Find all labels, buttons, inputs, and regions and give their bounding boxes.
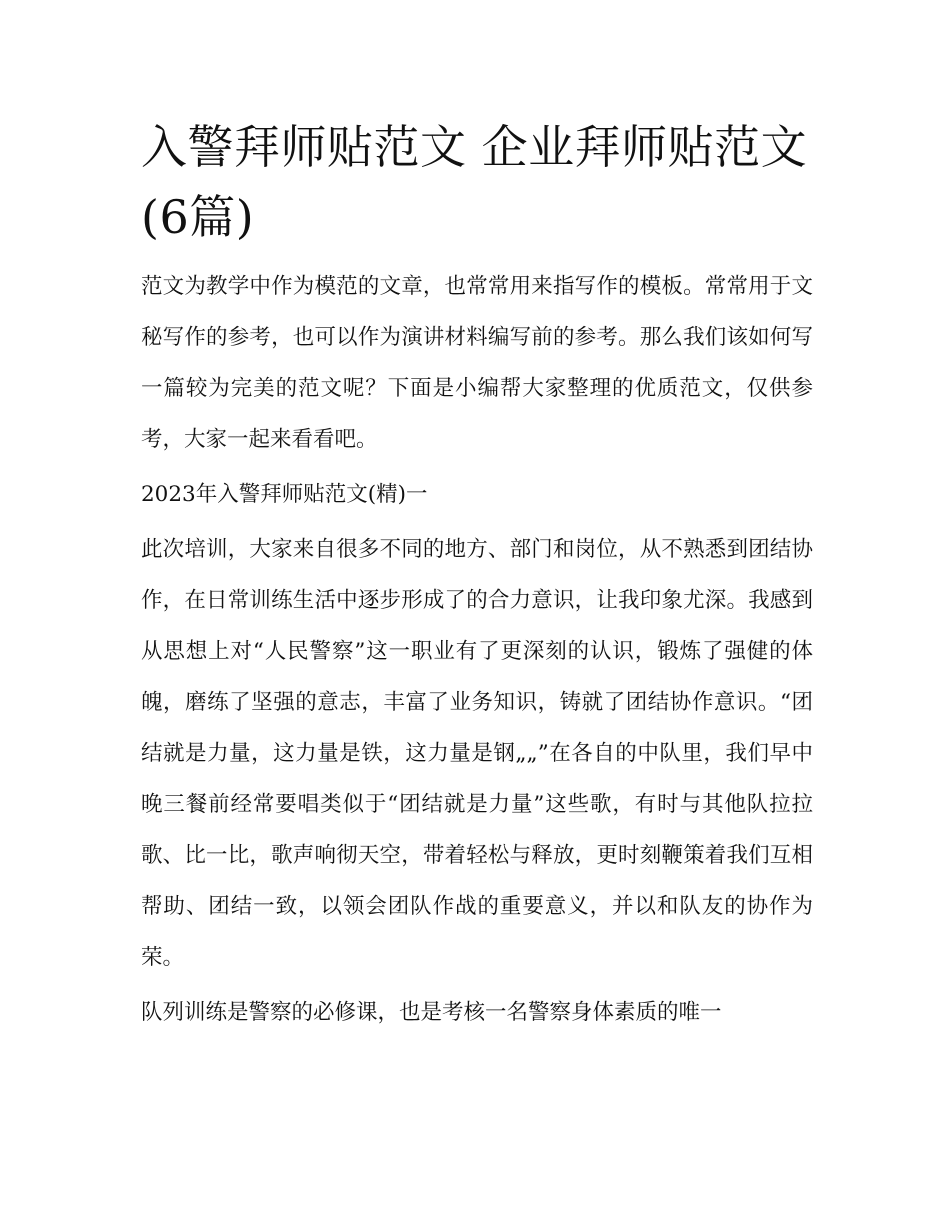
section-heading: 2023年入警拜师贴范文(精)一 <box>141 482 428 507</box>
body-paragraph: 此次培训，大家来自很多不同的地方、部门和岗位，从不熟悉到团结协作，在日常训练生活中逐步形成了的合力意识，让我印象尤深。我感到从思想上对“人民警察”这一职业有了更深刻的认识，锻炼了强健的体魄，磨练了坚强的意志，丰富了业务知识，铸就了团结协作意识。“团结就是力量，这力量是铁，这力量是钢„„”在各自的中队里，我们早中晚三餐前经常要唱类似于“团结就是力量”这些歌，有时与其他队拉拉歌、比一比，歌声响彻天空，带着轻松与释放，更时刻鞭策着我们互相帮助、团结一致，以领会团队作战的重要意义，并以和队友的协作为荣。 <box>141 537 813 970</box>
body-paragraph: 队列训练是警察的必修课，也是考核一名警察身体素质的唯一 <box>141 1000 722 1025</box>
document-title: 入警拜师贴范文 企业拜师贴范文(6篇) <box>141 120 808 244</box>
document-page <box>141 112 813 1042</box>
intro-paragraph: 范文为教学中作为模范的文章，也常常用来指写作的模板。常常用于文秘写作的参考，也可以作为演讲材料编写前的参考。那么我们该如何写一篇较为完美的范文呢？下面是小编帮大家整理的优质范文，仅供参考，大家一起来看看吧。 <box>141 274 813 452</box>
